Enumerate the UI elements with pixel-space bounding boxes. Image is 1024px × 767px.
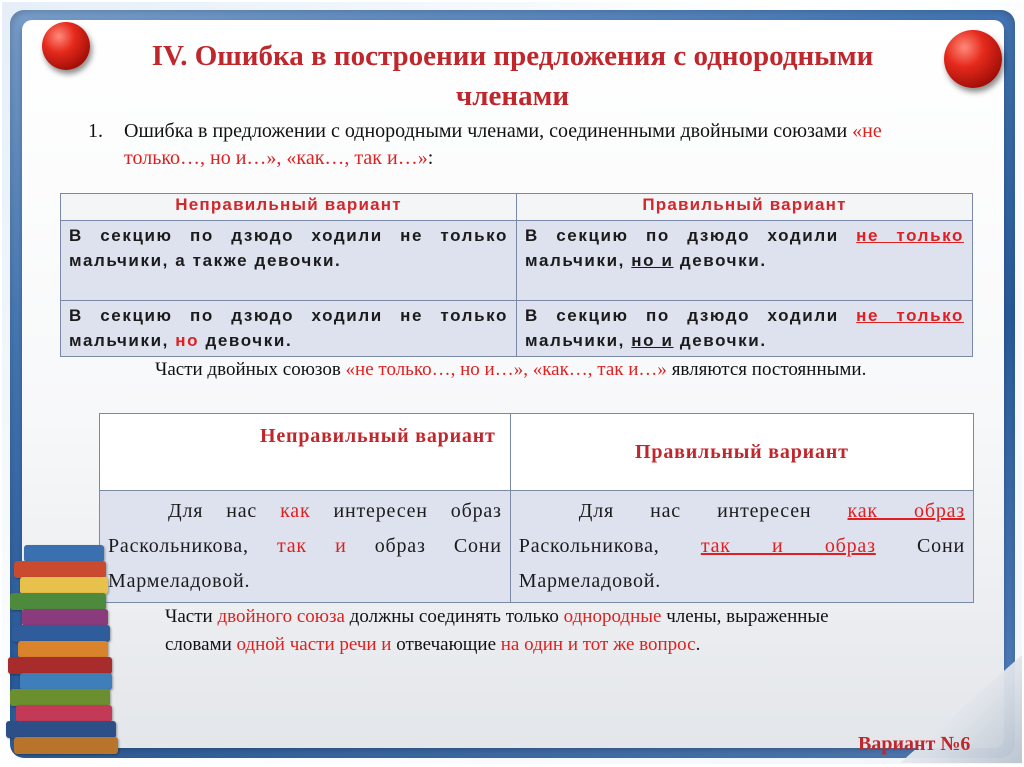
right-example-1: В секцию по дзюдо ходили не только мальчики, но и девочки.	[517, 221, 973, 301]
title-line-2: членами	[455, 80, 570, 112]
header-wrong-2: Неправильный вариант	[100, 414, 511, 491]
header-right: Правильный вариант	[517, 194, 973, 221]
wrong-example-3: Для нас как интересен образ Раскольникова, так и образ Сони Мармеладовой.	[100, 491, 511, 603]
item-text-colon: :	[427, 147, 434, 169]
right-example-3: Для нас интересен как образ Раскольникова, так и образ Сони Мармеладовой.	[510, 491, 973, 603]
examples-table-2	[99, 413, 974, 603]
item-text-quote: «не только…, но и…», «как…, так и…»	[124, 120, 882, 169]
examples-table-1	[60, 193, 973, 357]
note-constant-parts: Части двойных союзов «не только…, но и…», «как…, так и…» являются постоянными.	[155, 359, 867, 380]
header-wrong: Неправильный вариант	[61, 194, 517, 221]
variant-label: Вариант №6	[858, 733, 971, 755]
title-line-1: IV. Ошибка в построении предложения с однородными	[151, 40, 874, 72]
wrong-example-2: В секцию по дзюдо ходили не только мальчики, но девочки.	[61, 301, 517, 357]
item-number: 1.	[88, 120, 103, 142]
wrong-example-1: В секцию по дзюдо ходили не только мальчики, а также девочки.	[61, 221, 517, 301]
note-rule: Части двойного союза должны соединять только однородные члены, выраженные словами одной части речи и отвечающие на один и тот же вопрос.	[165, 606, 829, 655]
item-text	[124, 118, 964, 172]
header-right-2: Правильный вариант	[510, 414, 973, 491]
item-text-plain: Ошибка в предложении с однородными членами, соединенными двойными союзами	[124, 120, 853, 142]
book-stack-icon	[2, 545, 137, 760]
right-example-2: В секцию по дзюдо ходили не только мальчики, но и девочки.	[517, 301, 973, 357]
slide-title	[70, 36, 955, 116]
